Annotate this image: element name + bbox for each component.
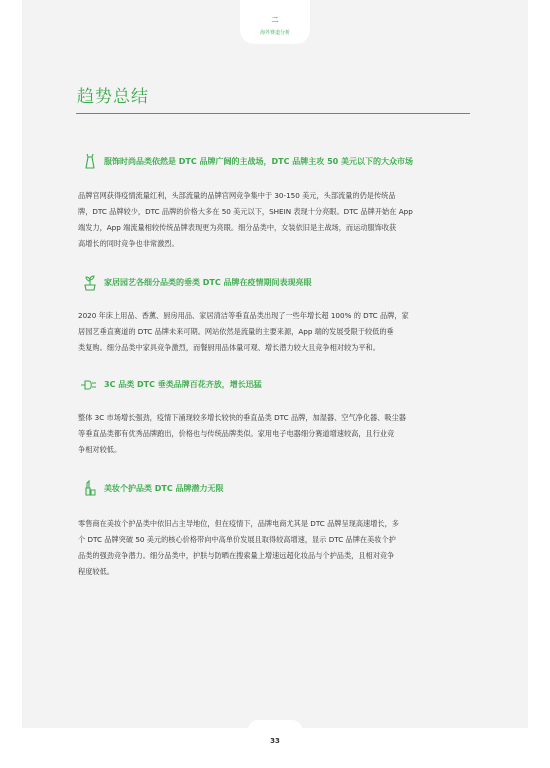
text-line: 等垂直品类都有优秀品牌跑出，价格也与传统品牌类似。家用电子电器细分赛道增速较高，且行业竞: [78, 429, 395, 438]
text-line: 个 DTC 品牌突破 50 美元的核心价格带向中高单价发展且取得较高增速，显示 DTC 品牌在美妆个护: [78, 535, 396, 544]
page-title: 趋势总结: [77, 87, 149, 107]
text-line: 品类的强劲竞争潜力。细分品类中，护肤与防晒在搜索量上增速远超化妆品与个护品类，且相对竞争: [78, 551, 395, 560]
paragraph-beauty: [78, 516, 472, 580]
text-line: 端发力，App 端流量相较传统品牌表现更为亮眼。细分品类中，女装依旧是主战场，而运动服饰收获: [78, 223, 397, 232]
sub-heading-beauty: 美妆个护品类 DTC 品牌潜力无限: [104, 484, 224, 493]
text-line: 品牌官网获得疫情流量红利，头部流量的品牌官网竞争集中于 30-150 美元，头部流量的仍是传统品: [78, 191, 396, 200]
paragraph-3c: [78, 410, 472, 458]
plug-icon: [80, 377, 98, 393]
text-line: 高增长的同时竞争也非常激烈。: [78, 239, 179, 248]
gardening-icon: [83, 275, 97, 291]
text-line: 零售商在美妆个护品类中依旧占主导地位，但在疫情下，品牌电商尤其是 DTC 品牌呈现高速增长，多: [78, 519, 399, 528]
page-background: [22, 0, 528, 728]
chapter-badge: [232, 0, 318, 44]
text-line: 居园艺垂直赛道的 DTC 品牌未来可期。网站依然是流量的主要来源，App 端的发展受限于较低的垂: [78, 327, 394, 336]
text-line: 争相对较低。: [78, 445, 122, 454]
chapter-label: 海外赛道分析: [259, 30, 290, 36]
chapter-number: 二: [271, 16, 279, 24]
text-line: 类复购。细分品类中家具竞争激烈，而餐厨用品体量可观、增长潜力较大且竞争相对较为平和。: [78, 343, 380, 352]
sub-heading-fashion: 服饰时尚品类依然是 DTC 品牌广阔的主战场，DTC 品牌主攻 50 美元以下的大众市场: [104, 157, 413, 166]
paragraph-fashion: [78, 188, 472, 252]
page-number: 33: [270, 737, 280, 745]
paragraph-home-garden: [78, 308, 472, 356]
dress-icon: [83, 153, 97, 169]
text-line: 牌，DTC 品牌较少，DTC 品牌的价格大多在 50 美元以下，SHEIN 表现十分亮眼。DTC 品牌开始在 App: [78, 207, 413, 216]
text-line: 程度较低。: [78, 567, 114, 576]
sub-heading-3c: 3C 品类 DTC 垂类品牌百花齐放，增长迅猛: [104, 380, 262, 389]
sub-heading-home-garden: 家居园艺各细分品类的垂类 DTC 品牌在疫情期间表现亮眼: [104, 278, 312, 287]
text-line: 2020 年床上用品、香薰、厨房用品、家居清洁等垂直品类出现了一些年增长超 100% 的 DTC 品牌，家: [78, 311, 409, 320]
cosmetics-icon: [83, 480, 97, 496]
text-line: 整体 3C 市场增长强劲，疫情下涌现较多增长较快的垂直品类 DTC 品牌，加湿器、空气净化器、吸尘器: [78, 413, 406, 422]
title-divider: [76, 113, 470, 114]
